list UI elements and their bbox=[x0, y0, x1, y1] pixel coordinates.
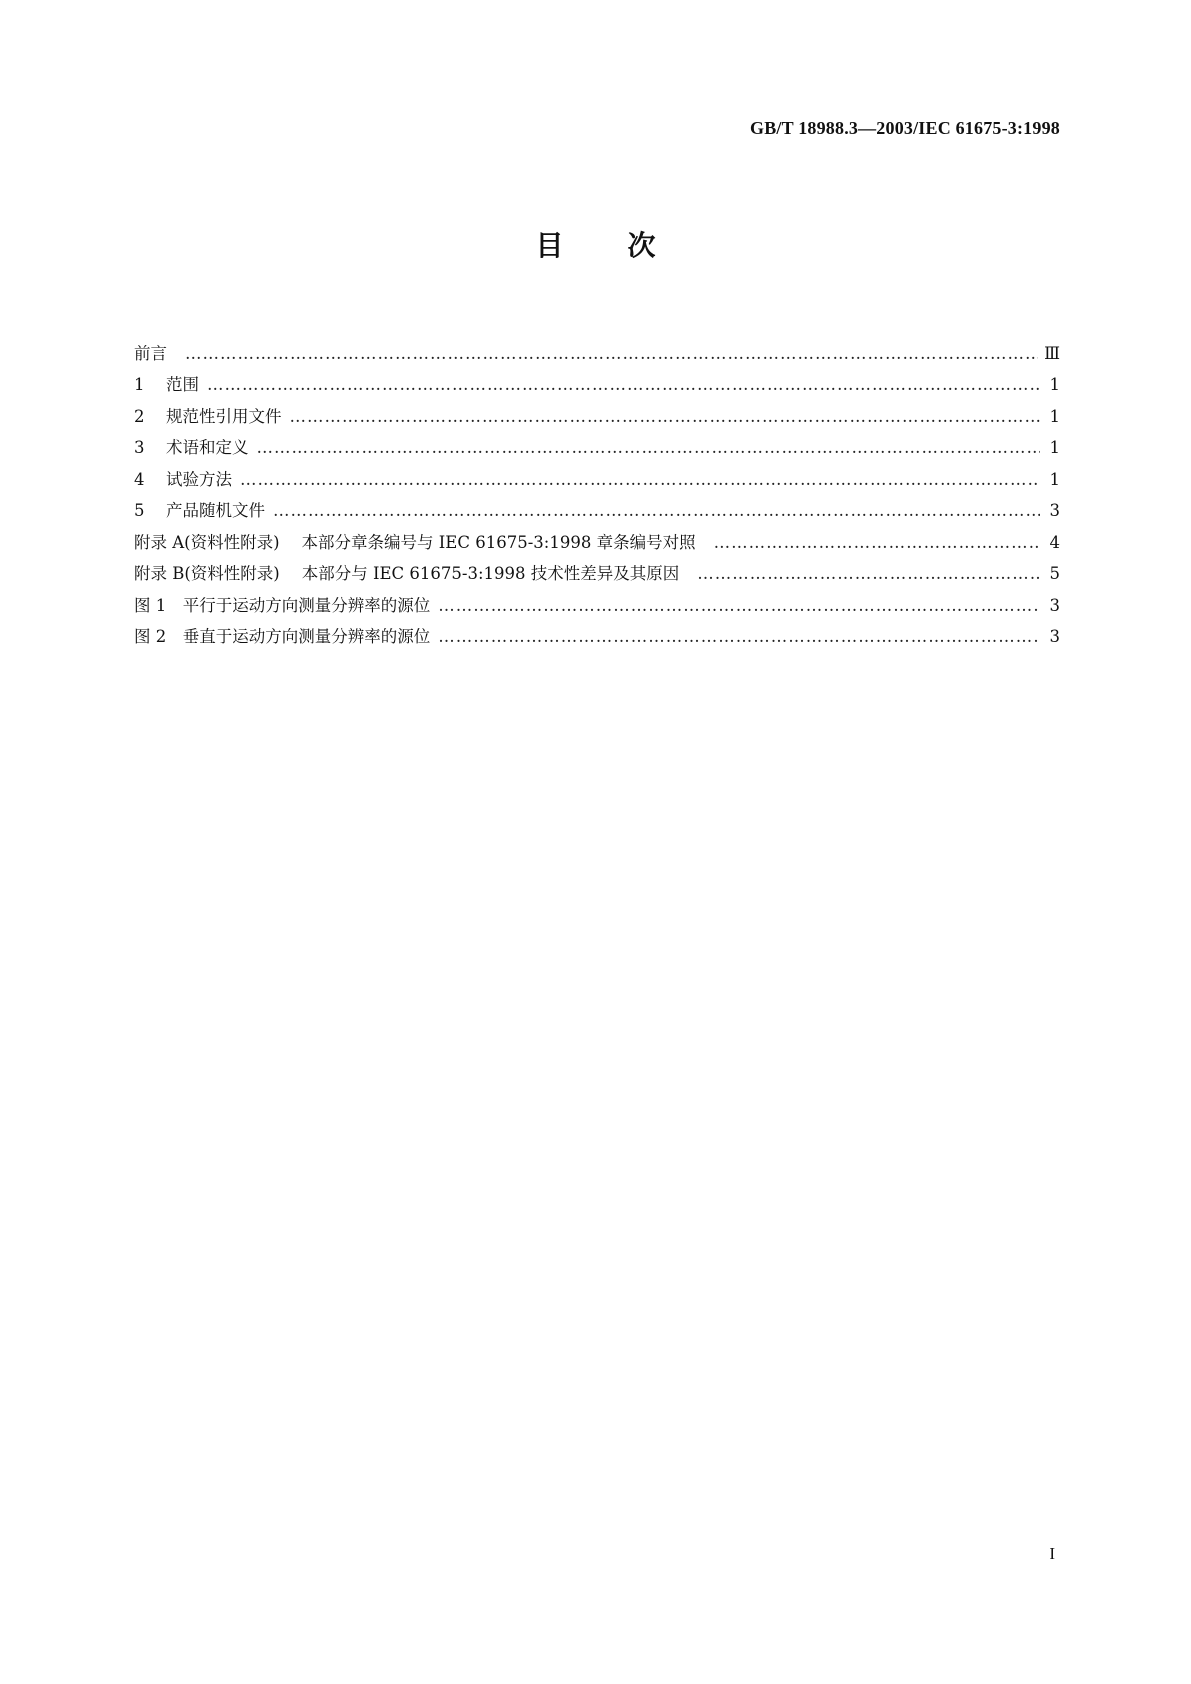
toc-entry-figure-1[interactable] bbox=[134, 584, 1060, 616]
table-of-contents bbox=[134, 332, 1060, 647]
toc-entry-number: 4 bbox=[134, 469, 145, 489]
standard-code: GB/T 18988.3—2003/IEC 61675-3:1998 bbox=[750, 118, 1060, 138]
toc-entry-subtitle: 本部分与 IEC 61675-3:1998 技术性差异及其原因 bbox=[301, 564, 680, 583]
toc-entry-page: 5 bbox=[1049, 564, 1060, 583]
toc-leader-dots bbox=[438, 627, 1040, 647]
toc-entry-label: 附录 B(资料性附录) bbox=[134, 564, 280, 583]
toc-entry-label: 试验方法 bbox=[166, 469, 232, 489]
toc-entry-annex-a[interactable] bbox=[134, 521, 1060, 553]
toc-entry-page: 1 bbox=[1049, 469, 1060, 489]
toc-entry-scope[interactable] bbox=[134, 364, 1060, 396]
toc-leader-dots bbox=[240, 470, 1040, 490]
toc-entry-accompanying-documents[interactable] bbox=[134, 490, 1060, 522]
toc-entry-page: 4 bbox=[1049, 532, 1060, 552]
toc-entry-test-methods[interactable] bbox=[134, 458, 1060, 490]
toc-entry-number: 2 bbox=[134, 406, 145, 426]
toc-leader-dots bbox=[207, 375, 1040, 395]
toc-entry-number: 1 bbox=[134, 375, 145, 394]
toc-entry-page: Ⅲ bbox=[1044, 343, 1060, 363]
page-number: I bbox=[1049, 1544, 1055, 1563]
toc-entry-page: 1 bbox=[1049, 406, 1060, 426]
toc-title-char-2: 次 bbox=[627, 229, 656, 262]
toc-entry-foreword[interactable] bbox=[134, 332, 1060, 364]
toc-entry-page: 3 bbox=[1049, 501, 1060, 520]
toc-leader-dots bbox=[290, 407, 1041, 427]
toc-entry-label: 规范性引用文件 bbox=[166, 406, 282, 426]
toc-leader-dots bbox=[185, 344, 1038, 364]
toc-entry-number: 3 bbox=[134, 438, 145, 457]
toc-leader-dots bbox=[438, 596, 1040, 616]
toc-entry-normative-references[interactable] bbox=[134, 395, 1060, 427]
toc-leader-dots bbox=[697, 564, 1040, 584]
toc-title bbox=[0, 226, 1191, 266]
toc-entry-page: 3 bbox=[1049, 627, 1060, 646]
toc-entry-label: 范围 bbox=[166, 375, 199, 394]
toc-entry-label: 术语和定义 bbox=[166, 438, 249, 457]
toc-entry-label: 产品随机文件 bbox=[166, 501, 265, 520]
toc-leader-dots bbox=[714, 533, 1040, 553]
toc-leader-dots bbox=[257, 438, 1041, 458]
toc-entry-label: 前言 bbox=[134, 343, 167, 363]
toc-entry-label: 图 1 平行于运动方向测量分辨率的源位 bbox=[134, 595, 431, 615]
toc-entry-number: 5 bbox=[134, 501, 145, 520]
toc-leader-dots bbox=[273, 501, 1040, 521]
toc-entry-terms-definitions[interactable] bbox=[134, 427, 1060, 459]
toc-title-char-1: 目 bbox=[535, 229, 564, 262]
toc-entry-page: 3 bbox=[1049, 595, 1060, 615]
toc-entry-figure-2[interactable] bbox=[134, 616, 1060, 648]
toc-entry-annex-b[interactable] bbox=[134, 553, 1060, 585]
toc-entry-page: 1 bbox=[1049, 375, 1060, 394]
toc-entry-page: 1 bbox=[1049, 438, 1060, 457]
toc-entry-subtitle: 本部分章条编号与 IEC 61675-3:1998 章条编号对照 bbox=[301, 532, 696, 552]
toc-entry-label: 附录 A(资料性附录) bbox=[134, 532, 280, 552]
toc-entry-label: 图 2 垂直于运动方向测量分辨率的源位 bbox=[134, 627, 431, 646]
